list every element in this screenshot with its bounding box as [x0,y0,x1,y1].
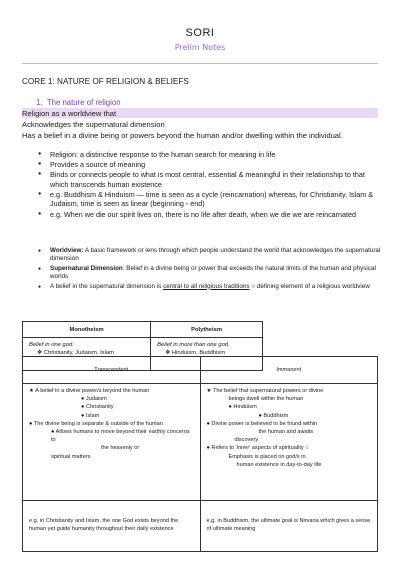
list-item: ● e.g. Buddhism & Hinduism — time is seen as a cycle (reincarnation) whereas, for Christianity, Islam & Judaism, time is seen as linear (beginning - end) [38,190,378,209]
cell-line: ● Hinduism [228,404,257,411]
cell-item: ❖ Hinduism, Buddhism [165,350,226,356]
list-item: ● e.g. When we die our spirit lives on, there is no life after death, when we die we are reincarnated [38,210,378,220]
section-heading [36,98,121,107]
definition-term: Supernatural Dimension [50,264,123,272]
table-header: Monotheism [23,322,151,338]
cell-line: ● Christianity [81,404,114,411]
intro-line-1: Acknowledges the supernatural dimension [22,120,165,129]
definition-list [38,247,383,292]
cell-line: ● Judaism [81,396,107,403]
core-heading: CORE 1: NATURE OF RELIGION & BELIEFS [22,77,189,86]
list-item: ● Religion: a distinctive response to the human search for meaning in life [38,150,378,160]
cell-line: ● Divine power is believed to be found within [206,420,318,427]
cell-line: ● Refers to 'inner' aspects of spirituality ○ [206,445,309,452]
definition-text: ○ defining element of a religious worldview [249,282,370,290]
document-title: SORI [185,27,215,39]
table-cell [200,384,378,501]
definition-term: Worldview: [50,247,84,254]
cell-line: spiritual matters [51,453,91,460]
cell-line: beings dwell within the human [228,396,304,403]
definition-text: A basic framework or lens through which people understand the world that acknowledges the supernatural dimension [50,247,381,263]
cell-line: discovery [234,437,259,444]
table-row [23,384,378,501]
table-header: Immanent [200,357,378,384]
table-cell: e.g. in Buddhism, the ultimate goal is Nirvana which gives a sense of ultimate meaning [200,501,378,552]
cell-definition: Belief in more than one god. [157,342,230,348]
cell-line: ● Islam [81,412,100,419]
definition-item [38,283,383,291]
intro-line-2: Has a belief in a divine being or powers beyond the human and/or dwelling within the individual. [22,131,343,140]
cell-line: ● The divine being is separate & outside of the human [29,420,163,427]
bullet-list [38,150,378,220]
cell-line: ● Buddhism [258,412,289,419]
cell-line: the heavenly or [101,445,140,452]
table-row [23,501,378,552]
highlighted-line: Religion as a worldview that [22,109,117,118]
table-header: Transcendent [23,357,201,384]
section-number: 1. [36,98,43,107]
definition-text: : Belief in a divine being or power that exceeds the natural limits of the human and physical worlds [50,264,376,281]
table-cell [23,384,201,501]
cell-line: human existence in day-to-day life [236,461,322,468]
definition-text: A belief in the supernatural dimension is [50,282,164,290]
cell-line: ● Allows humans to move beyond their earthly concerns to [51,429,190,444]
cell-line: the human and awaits [258,429,314,436]
header-divider [22,63,378,64]
list-item: ● Provides a source of meaning [38,160,378,170]
transcendent-immanent-table [22,356,378,552]
cell-line: Emphasis is placed on god/s in [228,453,306,460]
definition-item [38,265,383,282]
section-title: The nature of religion [46,98,121,107]
definition-underlined: central to all religious traditions [163,282,250,290]
definition-item [38,247,383,264]
list-item: ● Binds or connects people to what is most central, essential & meaningful in their relationship to that which transcends human existence [38,170,378,189]
cell-line: ★ The belief that supernatural powers or divine [206,388,324,394]
cell-line: ★ A belief in a divine power/s beyond the human [29,388,150,394]
document-subtitle: Prelim Notes [174,43,226,52]
cell-item: ❖ Christianity, Judaism, Islam [37,350,114,356]
table-cell: e.g. in Christianity and Islam, the one God exists beyond the human yet guide humanity throughout their daily existence [23,501,201,552]
cell-definition: Belief in one god. [29,342,74,348]
table-header: Polytheism [151,322,263,338]
